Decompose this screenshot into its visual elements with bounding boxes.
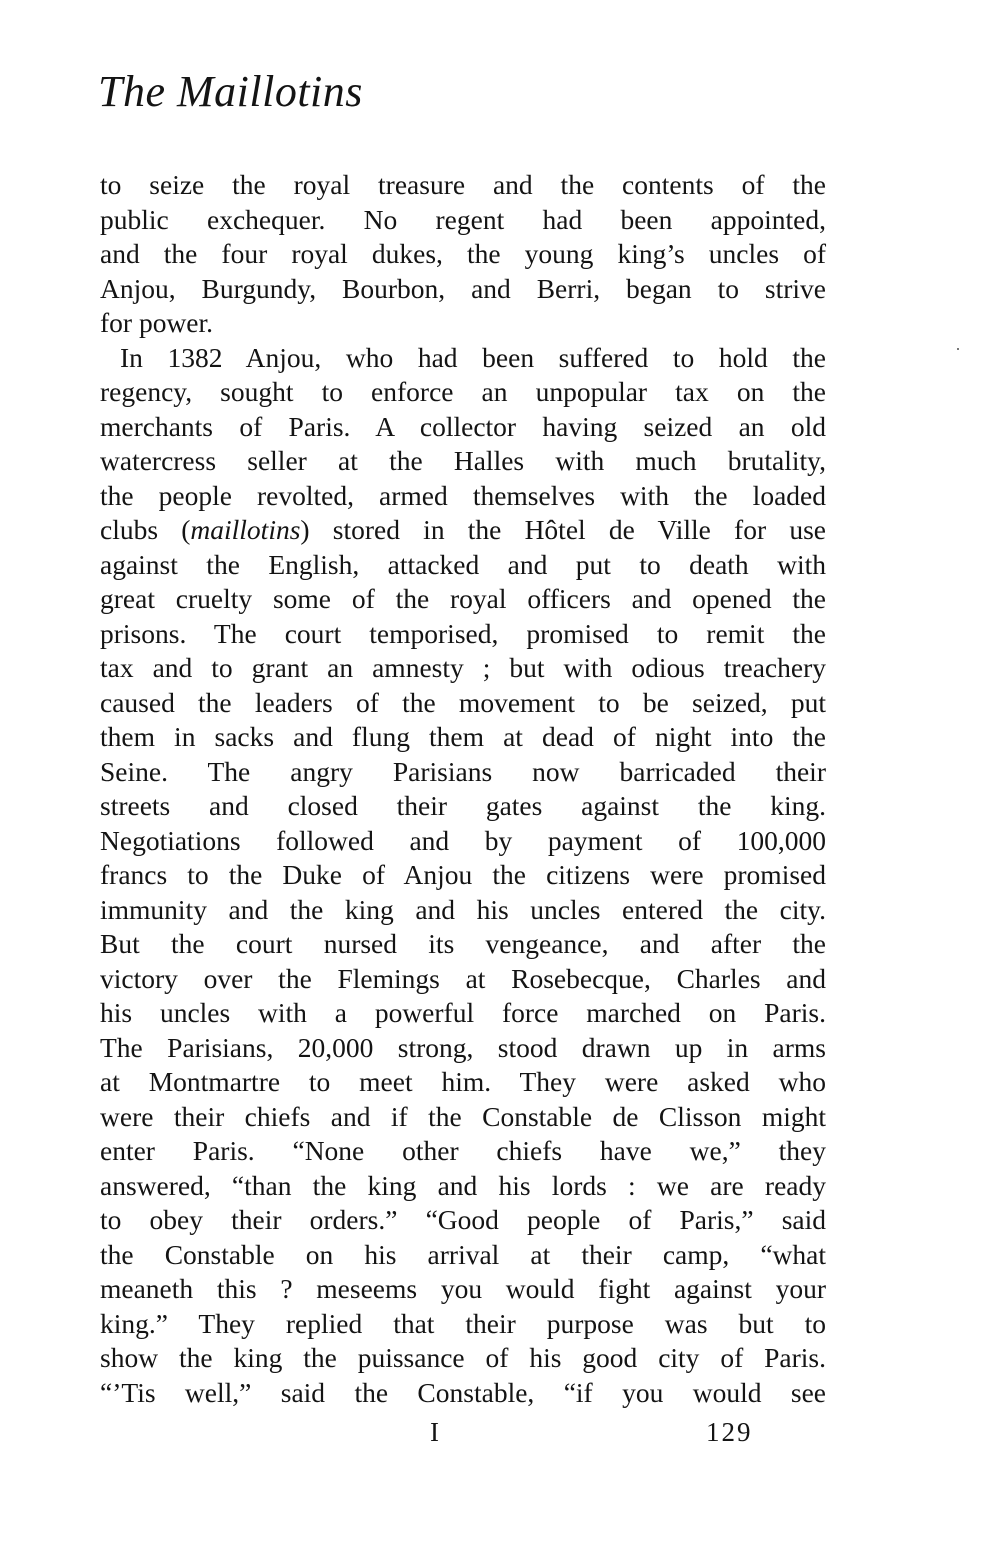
page-number: 129 — [706, 1417, 753, 1447]
text-line-10: the people revolted, armed themselves with the loaded — [100, 479, 826, 511]
text-line-20: Negotiations followed and by payment of 100,000 — [100, 824, 826, 856]
text-line-8: merchants of Paris. A collector having seized an old — [100, 410, 826, 442]
text-line-11-start: clubs ( — [100, 514, 191, 545]
text-line-34: king.” They replied that their purpose was but to — [100, 1307, 826, 1339]
text-line-7: regency, sought to enforce an unpopular tax on the — [100, 376, 826, 407]
margin-speck — [957, 348, 959, 350]
text-line-16: caused the leaders of the movement to be seized, put — [100, 686, 826, 718]
text-line-26: The Parisians, 20,000 strong, stood drawn up in arms — [100, 1031, 826, 1063]
text-line-36: “’Tis well,” said the Constable, “if you would see — [100, 1376, 826, 1408]
body-text — [100, 168, 826, 1410]
text-line-27: at Montmartre to meet him. They were asked who — [100, 1066, 826, 1097]
running-head: The Maillotins — [98, 67, 363, 116]
text-line-3: and the four royal dukes, the young king’s uncles of — [100, 238, 826, 269]
text-line-4: Anjou, Burgundy, Bourbon, and Berri, began to strive — [100, 272, 826, 304]
text-line-35: show the king the puissance of his good city of Paris. — [100, 1342, 826, 1373]
text-line-25: his uncles with a powerful force marched on Paris. — [100, 997, 826, 1028]
text-line-21: francs to the Duke of Anjou the citizens were promised — [100, 859, 826, 890]
text-line-23: But the court nursed its vengeance, and after the — [100, 928, 826, 959]
text-line-17: them in sacks and flung them at dead of night into the — [100, 721, 826, 752]
text-line-13: great cruelty some of the royal officers and opened the — [100, 583, 826, 614]
text-line-33: meaneth this ? meseems you would fight against your — [100, 1273, 826, 1304]
text-line-6: In 1382 Anjou, who had been suffered to hold the — [120, 341, 826, 373]
text-line-18: Seine. The angry Parisians now barricaded their — [100, 755, 826, 787]
text-line-11-end: ) stored in the Hôtel de Ville for use — [300, 514, 826, 545]
text-line-11 — [100, 513, 826, 548]
text-line-14: prisons. The court temporised, promised to remit the — [100, 617, 826, 649]
text-line-12: against the English, attacked and put to death with — [100, 548, 826, 580]
text-line-5: for power. — [100, 307, 214, 338]
text-line-32: the Constable on his arrival at their camp, “what — [100, 1238, 826, 1270]
text-line-24: victory over the Flemings at Rosebecque, Charles and — [100, 962, 826, 994]
text-line-2: public exchequer. No regent had been appointed, — [100, 203, 826, 235]
text-line-29: enter Paris. “None other chiefs have we,” they — [100, 1135, 826, 1166]
italic-term-maillotins: maillotins — [190, 514, 301, 545]
signature-mark: I — [430, 1417, 439, 1447]
text-line-19: streets and closed their gates against the king. — [100, 790, 826, 821]
text-line-22: immunity and the king and his uncles entered the city. — [100, 893, 826, 925]
text-line-31: to obey their orders.” “Good people of Paris,” said — [100, 1204, 826, 1235]
text-line-15: tax and to grant an amnesty ; but with odious treachery — [100, 652, 826, 683]
page-footer — [100, 1412, 826, 1452]
text-line-1: to seize the royal treasure and the contents of the — [100, 169, 826, 200]
text-line-30: answered, “than the king and his lords : we are ready — [100, 1169, 826, 1201]
text-line-9: watercress seller at the Halles with much brutality, — [100, 445, 826, 476]
text-line-28: were their chiefs and if the Constable de Clisson might — [100, 1100, 826, 1132]
